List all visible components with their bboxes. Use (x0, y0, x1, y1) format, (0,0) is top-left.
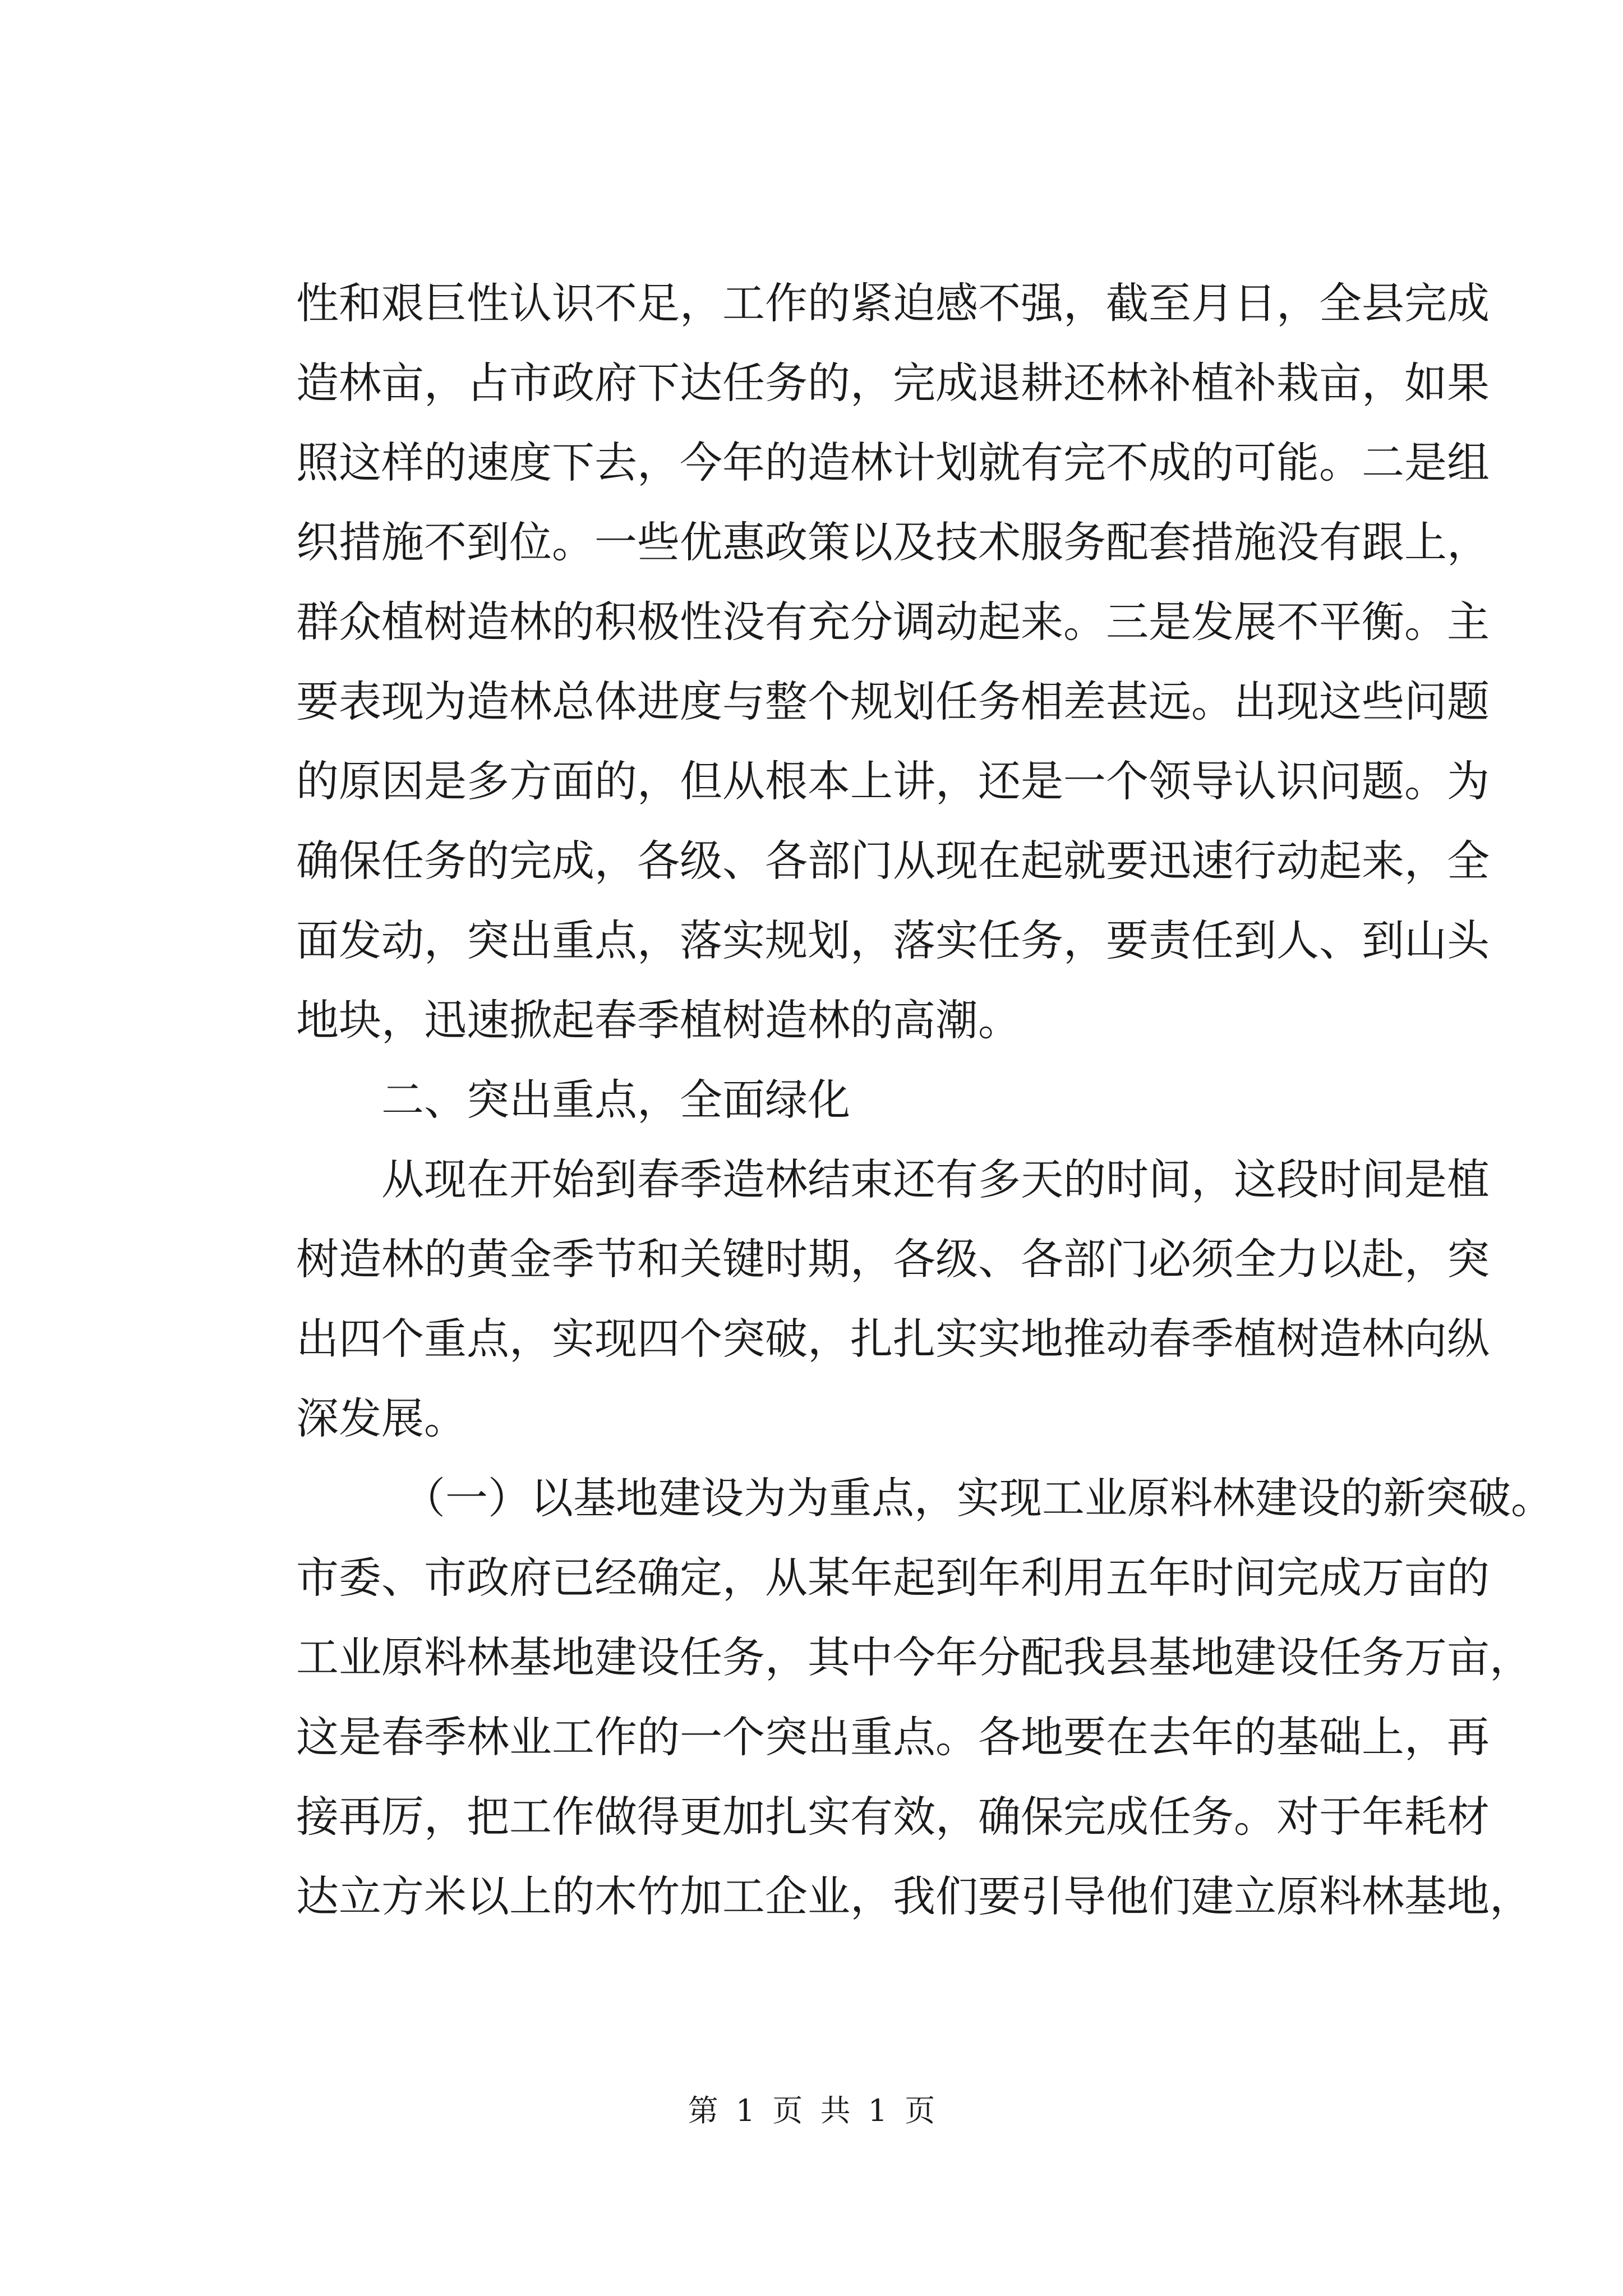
paragraph-line: 性和艰巨性认识不足，工作的紧迫感不强，截至月日，全县完成 (296, 278, 1490, 328)
paragraph-line: 要表现为造林总体进度与整个规划任务相差甚远。出现这些问题 (296, 677, 1490, 726)
subsection-heading: （一）以基地建设为为重点，实现工业原料林建设的新突破。 (403, 1473, 1553, 1523)
section-heading: 二、突出重点，全面绿化 (381, 1075, 850, 1125)
paragraph-line: 深发展。 (296, 1393, 467, 1443)
paragraph-line: 出四个重点，实现四个突破，扎扎实实地推动春季植树造林向纵 (296, 1314, 1490, 1364)
page-number-footer: 第 1 页 共 1 页 (688, 2093, 935, 2128)
paragraph-line: 群众植树造林的积极性没有充分调动起来。三是发展不平衡。主 (296, 597, 1490, 647)
paragraph-line: 从现在开始到春季造林结束还有多天的时间，这段时间是植 (381, 1154, 1490, 1204)
paragraph-line: 达立方米以上的木竹加工企业，我们要引导他们建立原料林基地， (296, 1871, 1532, 1921)
paragraph-line: 面发动，突出重点，落实规划，落实任务，要责任到人、到山头 (296, 915, 1490, 965)
paragraph-line: 织措施不到位。一些优惠政策以及技术服务配套措施没有跟上， (296, 517, 1490, 567)
paragraph-line: 照这样的速度下去，今年的造林计划就有完不成的可能。二是组 (296, 438, 1490, 487)
paragraph-line: 这是春季林业工作的一个突出重点。各地要在去年的基础上，再 (296, 1712, 1490, 1762)
document-body (296, 264, 1553, 1936)
paragraph-line: 接再厉，把工作做得更加扎实有效，确保完成任务。对于年耗材 (296, 1792, 1490, 1842)
paragraph-line: 树造林的黄金季节和关键时期，各级、各部门必须全力以赴，突 (296, 1234, 1490, 1284)
paragraph-line: 确保任务的完成，各级、各部门从现在起就要迅速行动起来，全 (296, 836, 1490, 886)
paragraph-line: 市委、市政府已经确定，从某年起到年利用五年时间完成万亩的 (296, 1553, 1490, 1603)
paragraph-line: 造林亩，占市政府下达任务的，完成退耕还林补植补栽亩，如果 (296, 358, 1490, 408)
paragraph-line: 的原因是多方面的，但从根本上讲，还是一个领导认识问题。为 (296, 756, 1490, 806)
paragraph-line: 地块，迅速掀起春季植树造林的高潮。 (296, 995, 1021, 1045)
paragraph-line: 工业原料林基地建设任务，其中今年分配我县基地建设任务万亩， (296, 1632, 1532, 1682)
